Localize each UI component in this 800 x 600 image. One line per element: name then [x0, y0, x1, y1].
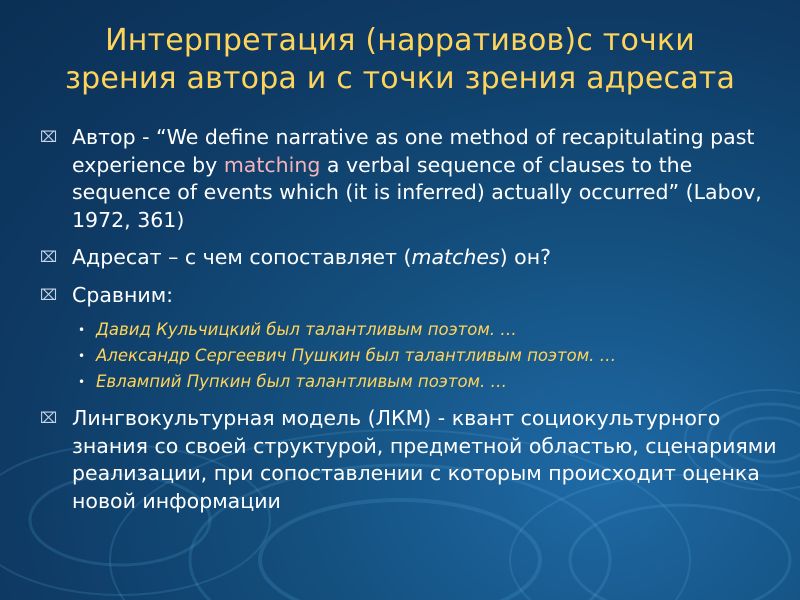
bullet-lkm [40, 405, 780, 515]
sub-bullet-item [72, 343, 780, 369]
bullet-marker-icon: ⌧ [40, 128, 58, 146]
title-line-2: зрения автора и с точки зрения адресата [64, 61, 736, 96]
sub-bullet-text: Давид Кульчицкий был талантливым поэтом. … [96, 320, 517, 339]
bullet-marker-icon: ⌧ [40, 285, 58, 304]
bullet-text: Лингвокультурная модель (ЛКМ) - квант социокультурного знания со своей структурой, предметной областью, сценариями реализации, при сопоставлении с которым происходит оценка новой информации [72, 406, 777, 513]
bullet-marker-icon: ⌧ [40, 409, 58, 427]
bullet-text: Сравним: [72, 282, 174, 307]
italic-word: matches [411, 245, 500, 269]
bullet-compare [40, 282, 780, 310]
slide-content [40, 124, 780, 525]
sub-bullet-list [72, 317, 780, 395]
bullet-text: Автор - “We define narrative as one method of recapitulating past experience by matching a verbal sequence of clauses to the sequence of events which (it is inferred) actually occurred” (Labov, 1972, 361) [72, 125, 762, 232]
dot-bullet-icon: • [78, 323, 86, 337]
bullet-marker-icon: ⌧ [40, 248, 58, 266]
bullet-author [40, 124, 780, 234]
slide-title [0, 22, 800, 98]
dot-bullet-icon: • [78, 375, 86, 389]
sub-bullet-text: Евлампий Пупкин был талантливым поэтом. … [96, 372, 507, 391]
sub-bullet-text: Александр Сергеевич Пушкин был талантливым поэтом. … [96, 346, 617, 365]
dot-bullet-icon: • [78, 349, 86, 363]
highlight-word: matching [223, 152, 321, 177]
bullet-addressee [40, 244, 780, 272]
sub-bullet-item [72, 317, 780, 343]
bullet-text: Адресат – с чем сопоставляет (matches) он? [72, 245, 551, 269]
sub-bullet-item [72, 369, 780, 395]
title-line-1: Интерпретация (нарративов)с точки [105, 23, 695, 58]
